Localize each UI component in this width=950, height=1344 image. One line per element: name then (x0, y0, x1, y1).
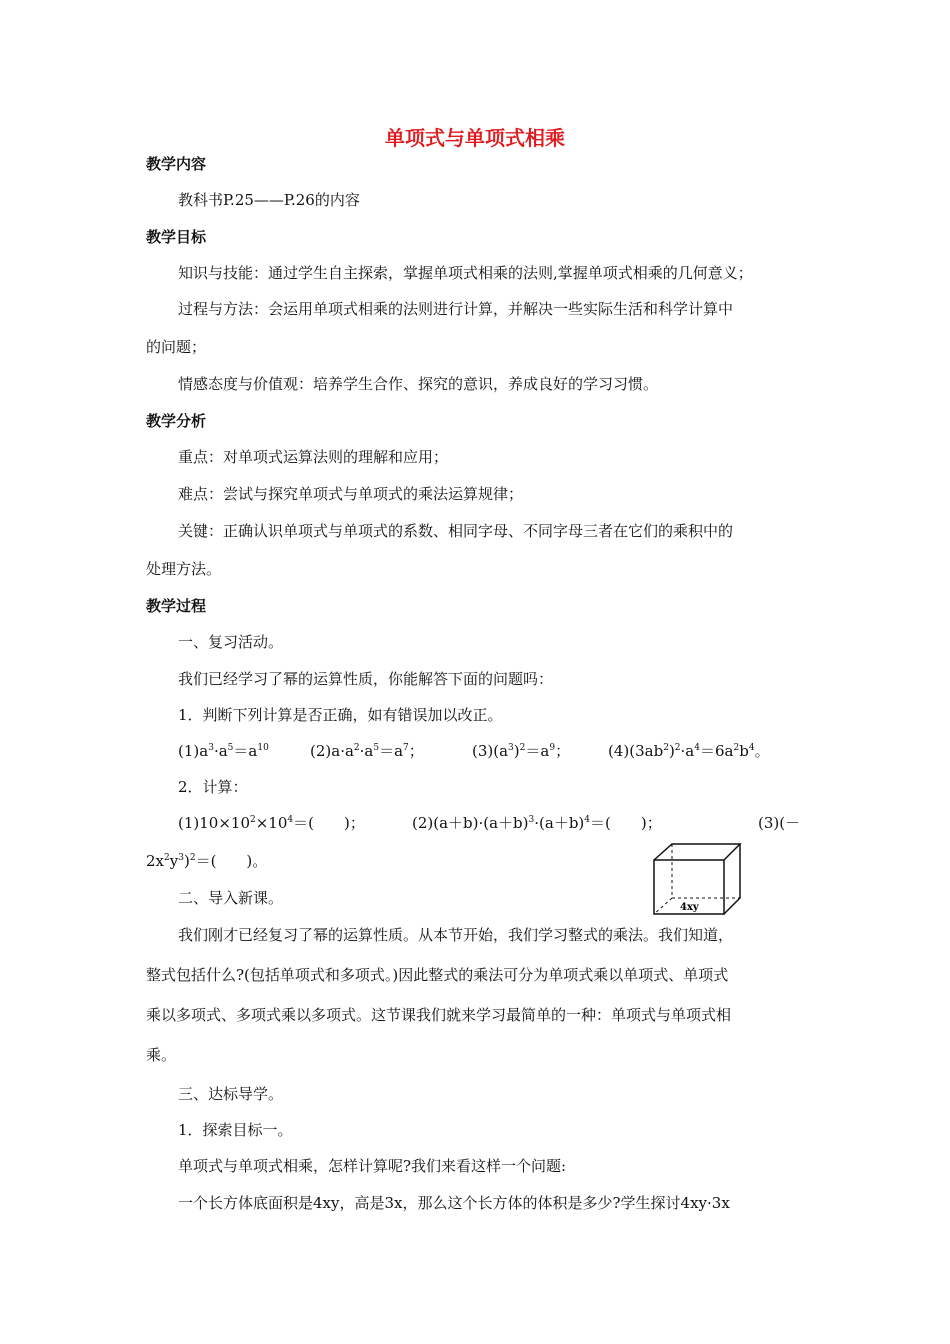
analysis-line: 难点：尝试与探究单项式与单项式的乘法运算规律； (178, 485, 524, 503)
q2-item-1: $(1)10\times 10^2\times 10^4=$( )； (178, 814, 365, 832)
explore-line: 单项式与单项式相乘，怎样计算呢?我们来看这样一个问题: (178, 1157, 567, 1175)
heading-goals: 教学目标 (146, 228, 207, 246)
content-text: 教科书P.25——P.26的内容 (178, 191, 360, 209)
intro-title: 二、导入新课。 (178, 889, 284, 907)
goal-line: 的问题； (146, 338, 207, 356)
goal-line: 知识与技能：通过学生自主探索，掌握单项式相乘的法则,掌握单项式相乘的几何意义； (178, 264, 753, 282)
q1-item-2: $(2)a\cdot a^2\cdot a^5=a^7$； (310, 742, 424, 760)
box-figure (648, 840, 744, 918)
box-right-edges (724, 844, 740, 914)
box-top-edges (654, 844, 740, 860)
q2-item-3-cont: $2x^2y^3)^2=$( )。 (146, 852, 268, 870)
heading-analysis: 教学分析 (146, 412, 207, 430)
q2-item-3: (3)(－ (758, 814, 801, 832)
review-title: 一、复习活动。 (178, 633, 284, 651)
intro-line: 我们刚才已经复习了幂的运算性质。从本节开始，我们学习整式的乘法。我们知道， (178, 926, 734, 944)
heading-content: 教学内容 (146, 155, 207, 173)
question-2: 2．计算： (178, 778, 248, 796)
q1-item-3: $(3)(a^3)^2=a^9$； (472, 742, 571, 760)
box-base-label: 4xy (680, 902, 699, 913)
goal-line: 情感态度与价值观：培养学生合作、探究的意识，养成良好的学习习惯。 (178, 375, 659, 393)
heading-process: 教学过程 (146, 597, 207, 615)
page-title: 单项式与单项式相乘 (385, 126, 565, 150)
analysis-line: 关键：正确认识单项式与单项式的系数、相同字母、不同字母三者在它们的乘积中的 (178, 522, 734, 540)
explore-line: 一个长方体底面积是4xy，高是3x，那么这个长方体的体积是多少?学生探讨4xy·3x (178, 1194, 730, 1212)
question-1: 1．判断下列计算是否正确，如有错误加以改正。 (178, 706, 503, 724)
review-intro: 我们已经学习了幂的运算性质，你能解答下面的问题吗： (178, 670, 554, 688)
q1-item-1: $(1)a^3\cdot a^5=a^{10}$ (178, 742, 269, 760)
explore-title: 1．探索目标一。 (178, 1121, 293, 1139)
guide-title: 三、达标导学。 (178, 1085, 284, 1103)
analysis-line: 处理方法。 (146, 560, 222, 578)
intro-line: 整式包括什么?(包括单项式和多项式。)因此整式的乘法可分为单项式乘以单项式、单项式 (146, 966, 729, 984)
box-hidden-edge (654, 898, 672, 914)
q2-item-2: $(2)(a+b)\cdot(a+b)^3\cdot(a+b)^4=$( )； (412, 814, 662, 832)
intro-line: 乘。 (146, 1046, 177, 1064)
goal-line: 过程与方法：会运用单项式相乘的法则进行计算，并解决一些实际生活和科学计算中 (178, 300, 734, 318)
analysis-line: 重点：对单项式运算法则的理解和应用； (178, 448, 449, 466)
q1-item-4: $(4)(3ab^2)^2\cdot a^4=6a^2b^4$。 (608, 742, 770, 760)
intro-line: 乘以多项式、多项式乘以多项式。这节课我们就来学习最简单的一种：单项式与单项式相 (146, 1006, 732, 1024)
